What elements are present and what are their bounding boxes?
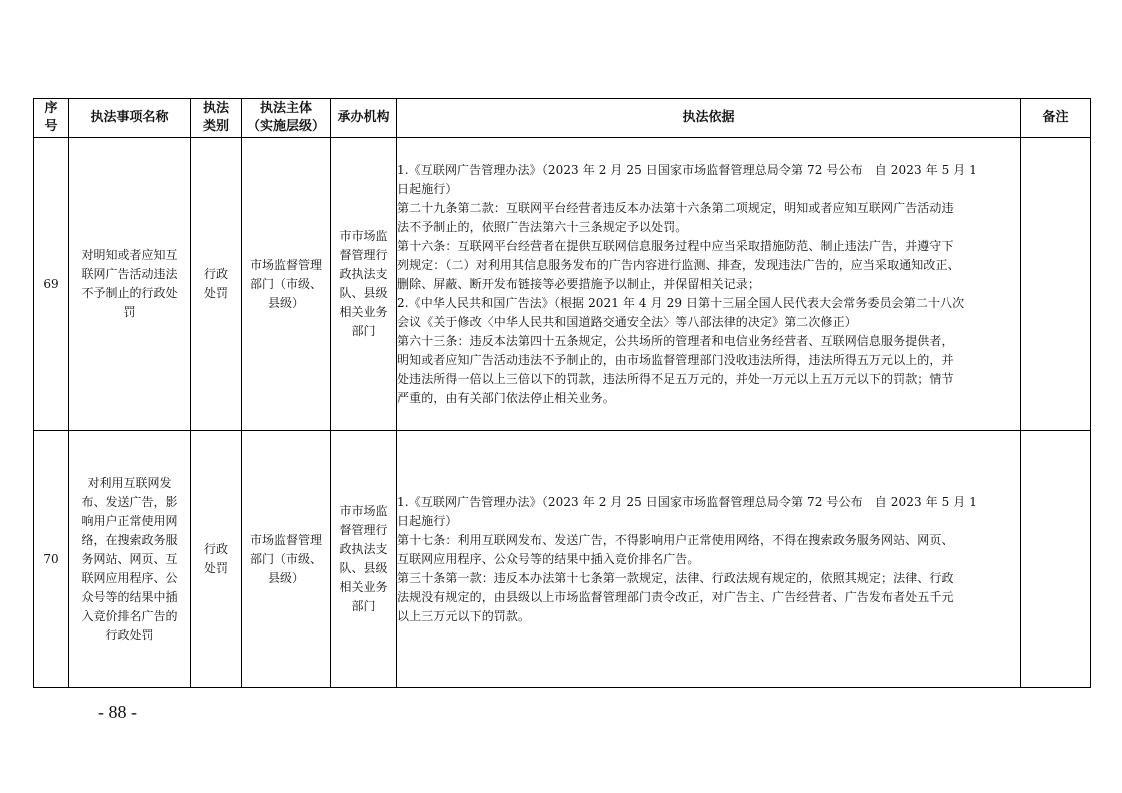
enforcement-table xyxy=(33,98,1091,688)
basis-line: 第六十三条：违反本法第四十五条规定，公共场所的管理者和电信业务经营者、互联网信息服务提供者， xyxy=(397,333,954,348)
row-item-name: 对明知或者应知互联网广告活动违法不予制止的行政处罚 xyxy=(69,138,191,431)
basis-line: 会议《关于修改〈中华人民共和国道路交通安全法〉等八部法律的决定》第二次修正） xyxy=(397,314,857,329)
row-basis xyxy=(397,431,1021,688)
basis-line: 互联网应用程序、公众号等的结果中插入竞价排名广告。 xyxy=(397,551,700,566)
basis-line: 2.《中华人民共和国广告法》（根据 2021 年 4 月 29 日第十三届全国人民代表大会常务委员会第二十八次 xyxy=(397,295,965,310)
row-agency: 市市场监督管理行政执法支队、县级相关业务部门 xyxy=(331,431,397,688)
row-category: 行政处罚 xyxy=(191,431,242,688)
row-remarks xyxy=(1021,431,1091,688)
basis-line: 日起施行） xyxy=(397,181,458,196)
row-agency: 市市场监督管理行政执法支队、县级相关业务部门 xyxy=(331,138,397,431)
basis-line: 明知或者应知广告活动违法不予制止的，由市场监督管理部门没收违法所得，违法所得五万元以上的，并 xyxy=(397,352,954,367)
row-remarks xyxy=(1021,138,1091,431)
basis-line: 第十七条：利用互联网发布、发送广告，不得影响用户正常使用网络，不得在搜索政务服务网站、网页、 xyxy=(397,532,954,547)
row-basis xyxy=(397,138,1021,431)
header-basis: 执法依据 xyxy=(397,99,1021,138)
row-seq: 69 xyxy=(34,138,69,431)
basis-line: 列规定：（二）对利用其信息服务发布的广告内容进行监测、排查，发现违法广告的，应当采取通知改正、 xyxy=(397,257,960,272)
header-remarks: 备注 xyxy=(1021,99,1091,138)
header-item-name: 执法事项名称 xyxy=(69,99,191,138)
basis-line: 日起施行） xyxy=(397,513,458,528)
row-category: 行政处罚 xyxy=(191,138,242,431)
basis-line: 第十六条：互联网平台经营者在提供互联网信息服务过程中应当采取措施防范、制止违法广告，并遵守下 xyxy=(397,238,954,253)
header-seq: 序 号 xyxy=(34,99,69,138)
row-seq: 70 xyxy=(34,431,69,688)
basis-line: 法不予制止的，依照广告法第六十三条规定予以处罚。 xyxy=(397,219,688,234)
row-item-name: 对利用互联网发布、发送广告，影响用户正常使用网络，在搜索政务服务网站、网页、互联网应用程序、公众号等的结果中插入竞价排名广告的行政处罚 xyxy=(69,431,191,688)
row-subject: 市场监督管理部门（市级、县级） xyxy=(242,138,331,431)
page-number: - 88 - xyxy=(98,702,137,722)
header-category: 执法 类别 xyxy=(191,99,242,138)
table-header-row xyxy=(34,99,1091,138)
basis-line: 处违法所得一倍以上三倍以下的罚款，违法所得不足五万元的，并处一万元以上五万元以下的罚款；情节 xyxy=(397,371,954,386)
basis-line: 严重的，由有关部门依法停止相关业务。 xyxy=(397,390,615,405)
basis-line: 1.《互联网广告管理办法》（2023 年 2 月 25 日国家市场监督管理总局令第 72 号公布 自 2023 年 5 月 1 xyxy=(397,494,978,509)
basis-line: 1.《互联网广告管理办法》（2023 年 2 月 25 日国家市场监督管理总局令第 72 号公布 自 2023 年 5 月 1 xyxy=(397,162,978,177)
header-agency: 承办机构 xyxy=(331,99,397,138)
table-row xyxy=(34,138,1091,431)
header-subject: 执法主体 （实施层级） xyxy=(242,99,331,138)
table-row xyxy=(34,431,1091,688)
basis-line: 删除、屏蔽、断开发布链接等必要措施予以制止，并保留相关记录； xyxy=(397,276,761,291)
basis-line: 法规没有规定的，由县级以上市场监督管理部门责令改正，对广告主、广告经营者、广告发布者处五千元 xyxy=(397,589,954,604)
basis-line: 以上三万元以下的罚款。 xyxy=(397,608,531,623)
basis-line: 第三十条第一款：违反本办法第十七条第一款规定，法律、行政法规有规定的，依照其规定；法律、行政 xyxy=(397,570,954,585)
row-subject: 市场监督管理部门（市级、县级） xyxy=(242,431,331,688)
basis-line: 第二十九条第二款：互联网平台经营者违反本办法第十六条第二项规定，明知或者应知互联网广告活动违 xyxy=(397,200,954,215)
